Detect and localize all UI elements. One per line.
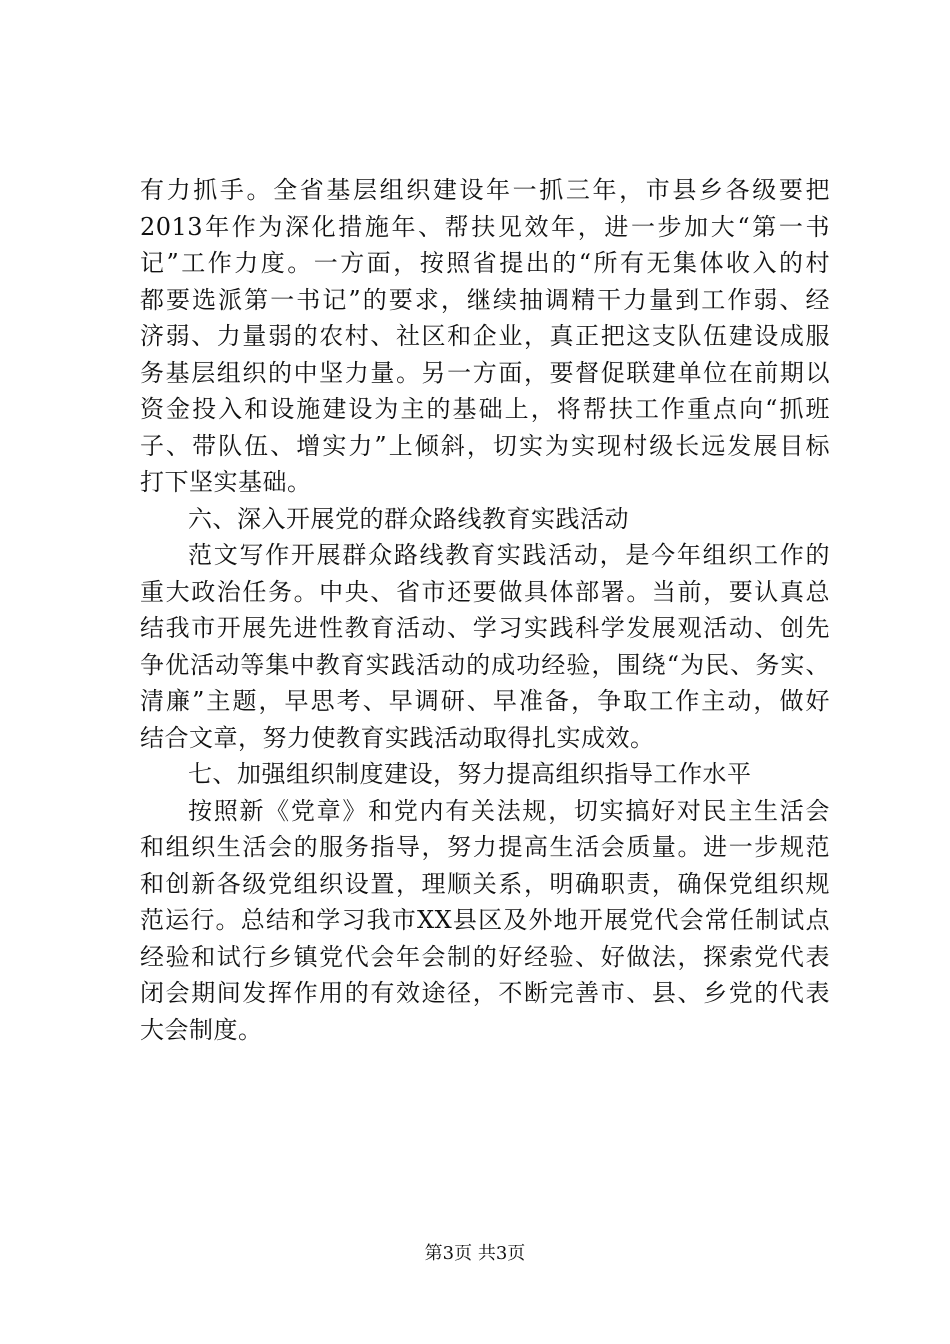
- paragraph-line: 打下坚实基础。: [140, 468, 312, 496]
- section-heading: 七、加强组织制度建设，努力提高组织指导工作水平: [188, 760, 752, 788]
- paragraph-line: 务基层组织的中坚力量。另一方面，要督促联建单位在前期以: [140, 358, 830, 387]
- paragraph-line: 重大政治任务。中央、省市还要做具体部署。当前，要认真总: [140, 577, 830, 606]
- paragraph-line: 范文写作开展群众路线教育实践活动，是今年组织工作的: [188, 541, 830, 569]
- paragraph-line: 和创新各级党组织设置，理顺关系，明确职责，确保党组织规: [140, 869, 830, 898]
- paragraph-line: 2013年作为深化措施年、帮扶见效年，进一步加大“第一书: [140, 212, 830, 241]
- paragraph-line: 结我市开展先进性教育活动、学习实践科学发展观活动、创先: [140, 614, 830, 642]
- document-body: [140, 172, 830, 1048]
- paragraph-line: 都要选派第一书记”的要求，继续抽调精干力量到工作弱、经: [140, 285, 830, 314]
- paragraph-line: 济弱、力量弱的农村、社区和企业，真正把这支队伍建设成服: [140, 322, 830, 350]
- paragraph-line: 有力抓手。全省基层组织建设年一抓三年，市县乡各级要把: [140, 176, 830, 204]
- paragraph-line: 按照新《党章》和党内有关法规，切实搞好对民主生活会: [188, 796, 830, 825]
- paragraph-line: 和组织生活会的服务指导，努力提高生活会质量。进一步规范: [140, 833, 830, 861]
- paragraph-line: 闭会期间发挥作用的有效途径，不断完善市、县、乡党的代表: [140, 979, 830, 1007]
- paragraph-line: 经验和试行乡镇党代会年会制的好经验、好做法，探索党代表: [140, 942, 830, 971]
- paragraph-line: 结合文章，努力使教育实践活动取得扎实成效。: [140, 723, 655, 752]
- paragraph-line: 子、带队伍、增实力”上倾斜，切实为实现村级长远发展目标: [140, 431, 830, 460]
- paragraph-line: 范运行。总结和学习我市XX县区及外地开展党代会常任制试点: [140, 906, 830, 934]
- paragraph-line: 记”工作力度。一方面，按照省提出的“所有无集体收入的村: [140, 249, 830, 277]
- paragraph-line: 争优活动等集中教育实践活动的成功经验，围绕“为民、务实、: [140, 650, 830, 679]
- paragraph-line: 大会制度。: [140, 1015, 263, 1044]
- paragraph-line: 资金投入和设施建设为主的基础上，将帮扶工作重点向“抓班: [140, 395, 830, 423]
- page-footer: 第3页 共3页: [424, 1243, 526, 1264]
- section-heading: 六、深入开展党的群众路线教育实践活动: [188, 504, 629, 533]
- paragraph-line: 清廉”主题，早思考、早调研、早准备，争取工作主动，做好: [140, 687, 830, 715]
